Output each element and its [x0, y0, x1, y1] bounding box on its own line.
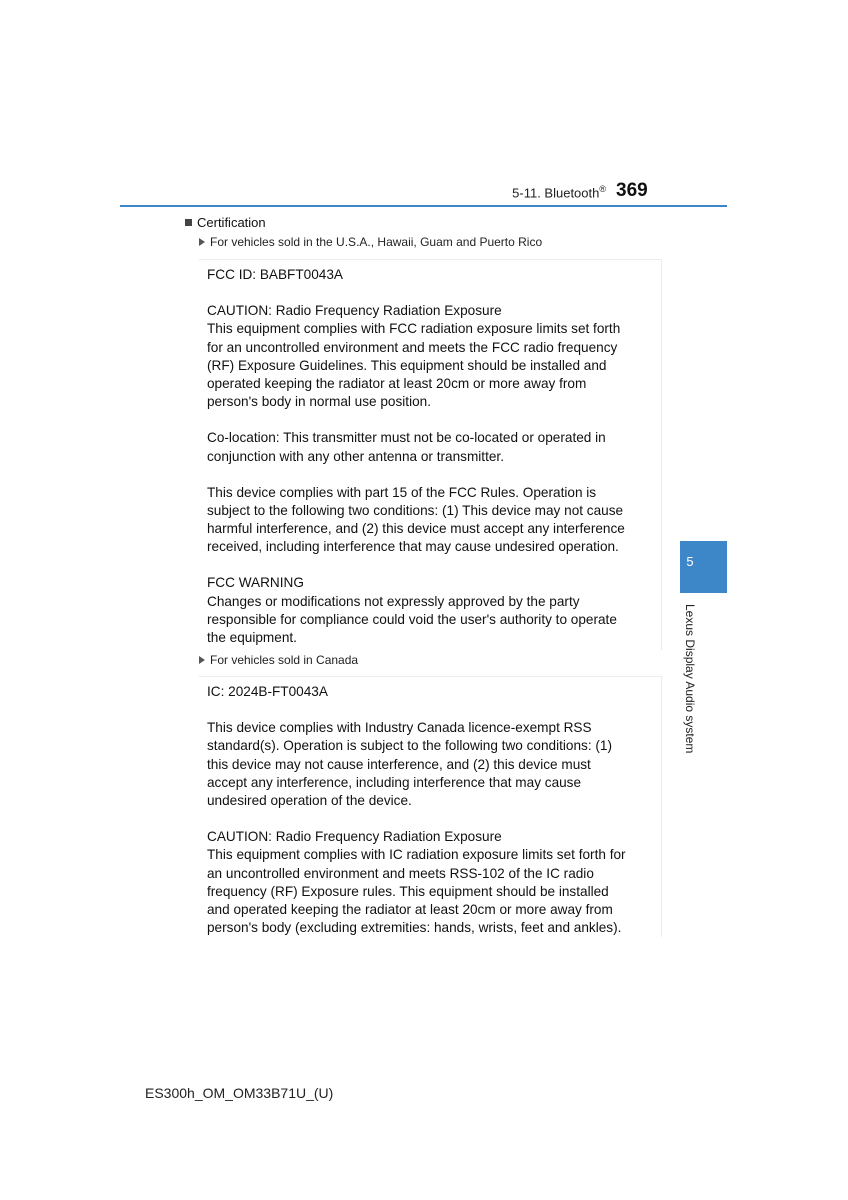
page-number: 369 — [616, 180, 648, 201]
fcc-statement-box — [199, 259, 662, 650]
part15-line: This device complies with part 15 of the FCC Rules. Operation is — [207, 484, 597, 500]
ic-caution-title: CAUTION: Radio Frequency Radiation Exposure — [207, 829, 502, 845]
ic-caution-line: and operated keeping the radiator at least 20cm or more away from — [207, 901, 613, 917]
registered-mark: ® — [599, 184, 606, 194]
rss-line: This device complies with Industry Canada licence-exempt RSS — [207, 720, 592, 736]
ic-caution-line: an uncontrolled environment and meets RSS-102 of the IC radio — [207, 865, 594, 881]
fcc-warning-line: Changes or modifications not expressly approved by the party — [207, 593, 580, 609]
colocation-line: conjunction with any other antenna or transmitter. — [207, 448, 504, 464]
fcc-caution-line: for an uncontrolled environment and meets the FCC radio frequency — [207, 339, 618, 355]
ic-caution-line: This equipment complies with IC radiation exposure limits set forth for — [207, 847, 626, 863]
certification-heading — [185, 215, 266, 230]
triangle-bullet-icon — [199, 656, 205, 664]
fcc-warning-line: the equipment. — [207, 630, 297, 645]
fcc-warning-title: FCC WARNING — [207, 575, 304, 591]
fcc-caution-line: person's body in normal use position. — [207, 394, 431, 410]
part15-line: subject to the following two conditions: (1) This device may not cause — [207, 502, 624, 518]
ic-caution-line: frequency (RF) Exposure rules. This equipment should be installed — [207, 883, 609, 899]
fcc-caution-line: operated keeping the radiator at least 20cm or more away from — [207, 375, 587, 391]
fcc-caution-line: (RF) Exposure Guidelines. This equipment should be installed and — [207, 357, 607, 373]
fcc-warning-line: responsible for compliance could void the user's authority to operate — [207, 611, 617, 627]
chapter-tab-number: 5 — [686, 554, 694, 569]
colocation-line: Co-location: This transmitter must not be co-located or operated in — [207, 430, 606, 446]
rss-line: undesired operation of the device. — [207, 792, 412, 808]
certification-heading-text: Certification — [197, 215, 266, 230]
bullet-canada — [199, 653, 358, 667]
ic-statement-box — [199, 676, 662, 937]
rss-line: standard(s). Operation is subject to the following two conditions: (1) — [207, 738, 612, 754]
section-title: 5-11. Bluetooth — [512, 185, 600, 201]
ic-id: IC: 2024B-FT0043A — [207, 684, 328, 699]
header-rule — [120, 205, 727, 207]
document-code: ES300h_OM_OM33B71U_(U) — [145, 1085, 334, 1101]
bullet-canada-text: For vehicles sold in Canada — [210, 653, 359, 667]
ic-caution-line: person's body (excluding extremities: hands, wrists, feet and ankles). — [207, 920, 622, 936]
bullet-usa-text: For vehicles sold in the U.S.A., Hawaii, Guam and Puerto Rico — [210, 235, 543, 249]
part15-line: harmful interference, and (2) this device must accept any interference — [207, 521, 625, 537]
running-header-section — [470, 184, 606, 200]
fcc-caution-line: This equipment complies with FCC radiation exposure limits set forth — [207, 321, 621, 337]
chapter-tab-label: Lexus Display Audio system — [683, 604, 697, 754]
part15-line: received, including interference that may cause undesired operation. — [207, 539, 619, 555]
fcc-caution-title: CAUTION: Radio Frequency Radiation Exposure — [207, 303, 502, 319]
bullet-usa — [199, 235, 542, 249]
rss-line: this device may not cause interference, and (2) this device must — [207, 756, 591, 772]
rss-line: accept any interference, including interference that may cause — [207, 774, 582, 790]
square-bullet-icon — [185, 219, 192, 226]
fcc-id: FCC ID: BABFT0043A — [207, 267, 343, 282]
triangle-bullet-icon — [199, 238, 205, 246]
